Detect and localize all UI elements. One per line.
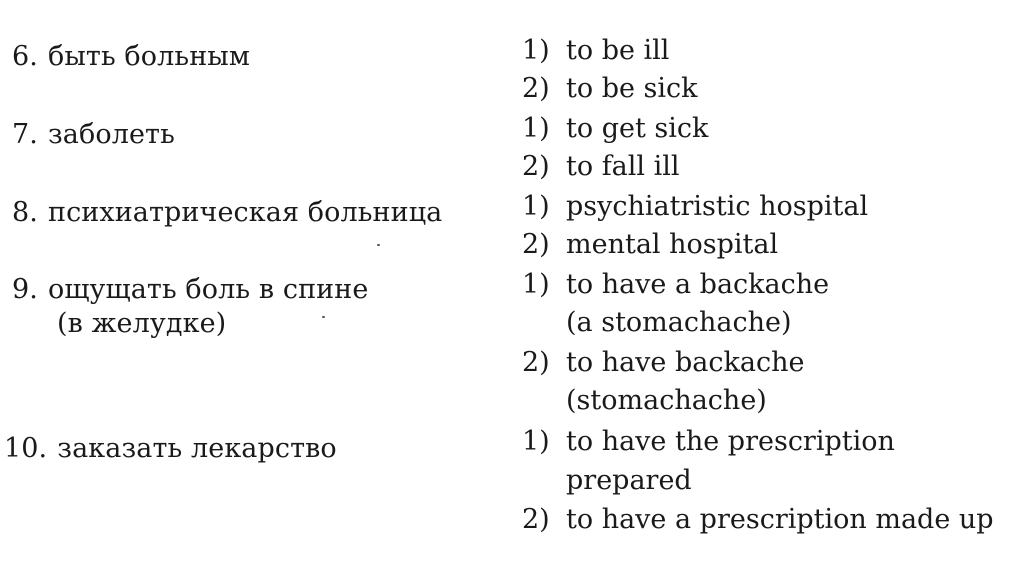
- en-translation-10-2: [522, 503, 994, 537]
- en-translation-text: psychiatristic hospital: [566, 191, 869, 222]
- entry-number: 9.: [12, 274, 38, 305]
- option-number: 2): [522, 151, 550, 182]
- option-number: 2): [522, 73, 550, 104]
- ru-term-text: заболеть: [47, 119, 175, 150]
- en-translation-text: to be sick: [566, 73, 698, 104]
- ru-term-8: [12, 196, 442, 230]
- ru-term-9: [12, 273, 368, 341]
- option-number: 1): [522, 426, 550, 457]
- ru-term-7: [12, 118, 175, 152]
- en-translation-8-1: [522, 190, 868, 224]
- option-number: 1): [522, 191, 550, 222]
- en-translation-7-2: [522, 150, 680, 184]
- scan-speck: [377, 244, 380, 246]
- option-number: 2): [522, 504, 550, 535]
- ru-term-text: заказать лекарство: [57, 433, 337, 464]
- entry-number: 8.: [12, 197, 38, 228]
- en-translation-10-1-cont: [566, 464, 692, 498]
- option-number: 2): [522, 347, 550, 378]
- en-translation-6-2: [522, 72, 698, 106]
- entry-number: 6.: [12, 41, 38, 72]
- ru-term-10: [4, 432, 337, 466]
- entry-number: 10.: [4, 433, 48, 464]
- option-number: 2): [522, 229, 550, 260]
- en-translation-text: to have the prescription: [566, 426, 895, 457]
- en-translation-9-1-cont: [566, 306, 792, 340]
- ru-term-text: психиатрическая больница: [47, 197, 443, 228]
- en-translation-10-1: [522, 425, 895, 459]
- en-translation-6-1: [522, 34, 669, 68]
- en-translation-9-1: [522, 268, 829, 302]
- en-translation-text: to be ill: [566, 35, 670, 66]
- en-translation-text: to have a prescription made up: [566, 504, 994, 535]
- ru-term-subtext: (в желудке): [57, 308, 227, 339]
- en-translation-9-2-cont: [566, 384, 767, 418]
- ru-term-6: [12, 40, 250, 74]
- en-translation-text: to have backache: [566, 347, 805, 378]
- en-translation-text: prepared: [566, 465, 692, 496]
- en-translation-9-2: [522, 346, 804, 380]
- option-number: 1): [522, 35, 550, 66]
- en-translation-text: to fall ill: [566, 151, 680, 182]
- option-number: 1): [522, 269, 550, 300]
- en-translation-text: (a stomachache): [566, 307, 792, 338]
- ru-term-text: ощущать боль в спине: [47, 274, 369, 305]
- entry-number: 7.: [12, 119, 38, 150]
- en-translation-text: (stomachache): [566, 385, 767, 416]
- en-translation-text: mental hospital: [566, 229, 779, 260]
- en-translation-7-1: [522, 112, 708, 146]
- en-translation-8-2: [522, 228, 778, 262]
- option-number: 1): [522, 113, 550, 144]
- ru-term-text: быть больным: [47, 41, 250, 72]
- en-translation-text: to have a backache: [566, 269, 830, 300]
- en-translation-text: to get sick: [566, 113, 709, 144]
- scan-speck: [322, 316, 325, 318]
